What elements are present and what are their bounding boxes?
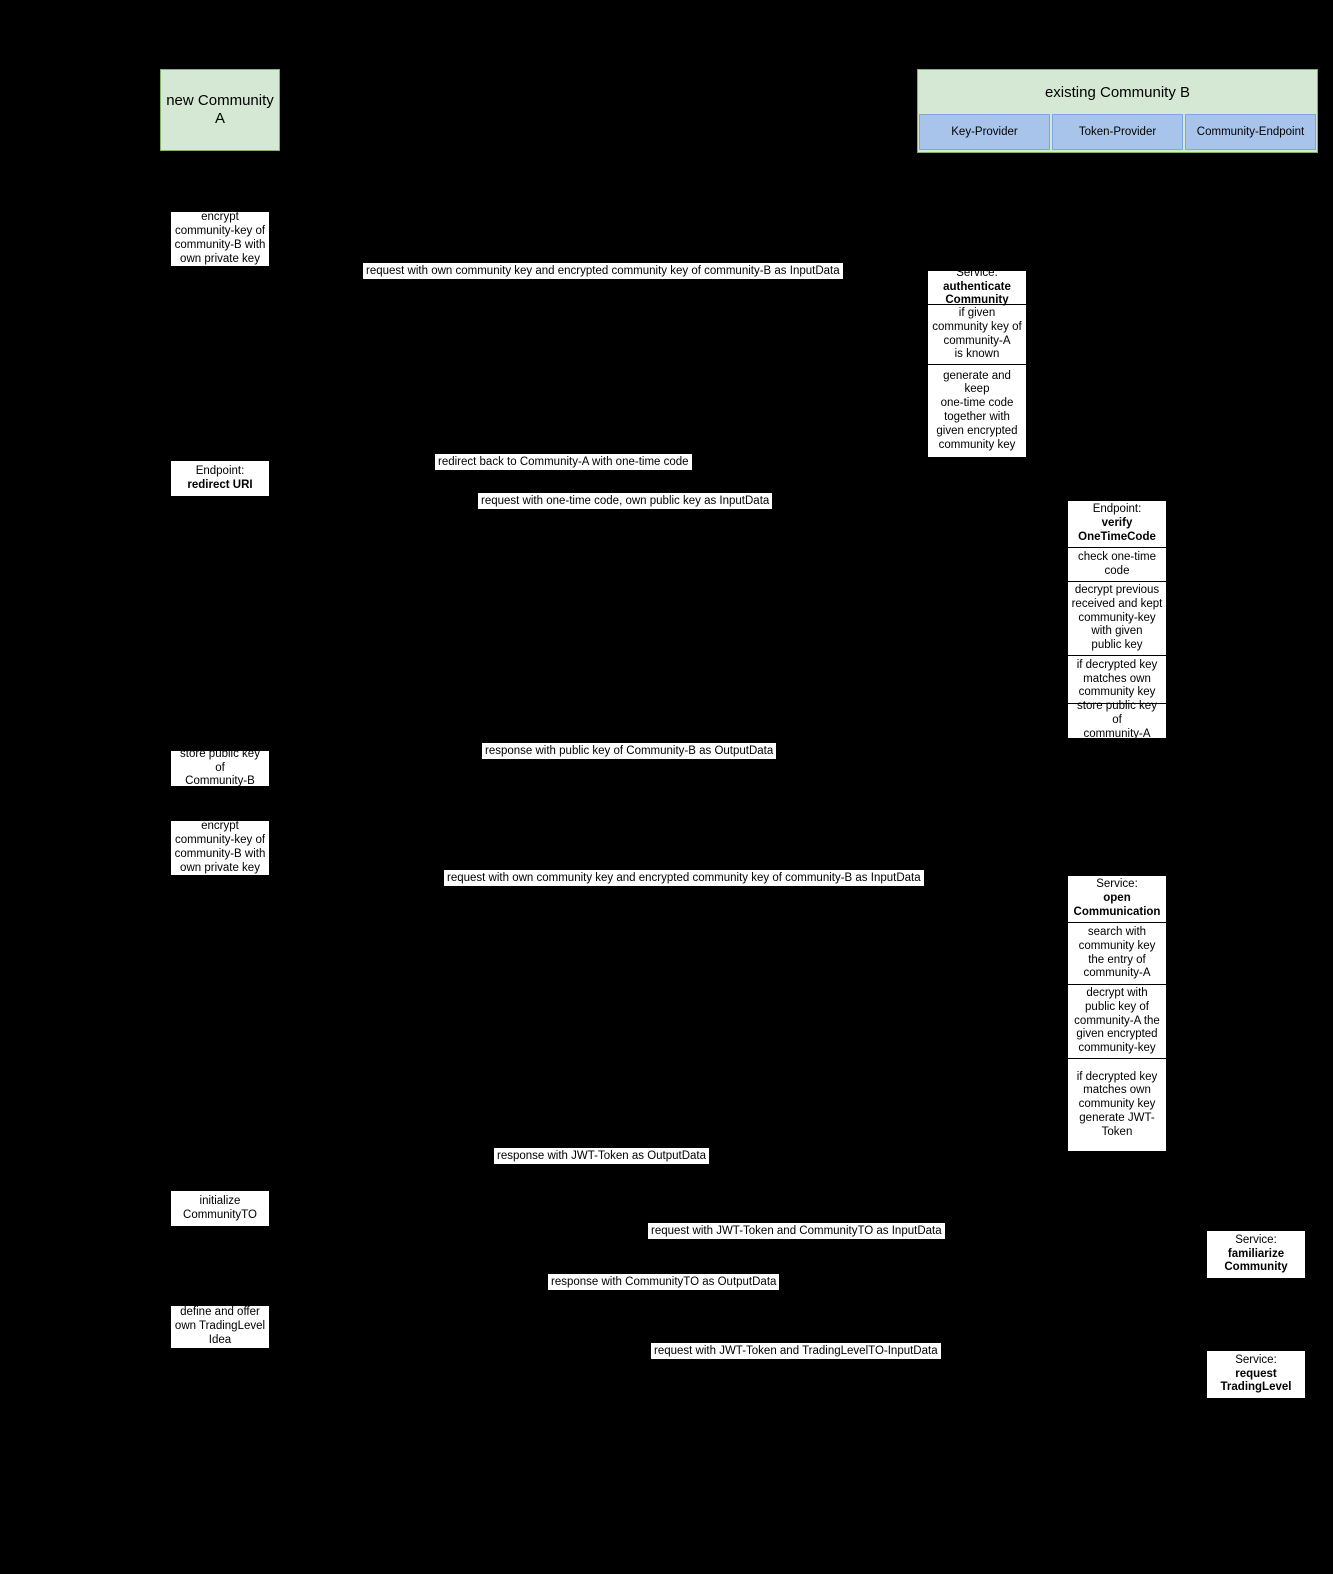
cell-familiarize-title-line3: Community — [1224, 1261, 1288, 1274]
cell-authenticate-condition — [928, 305, 1026, 365]
lane-header-community-b-label: existing Community B — [1044, 83, 1191, 101]
component-community-endpoint[interactable] — [1185, 114, 1316, 150]
cell-open-title-line1: Service: — [1096, 878, 1138, 891]
cell-verify-check-line2: code — [1104, 564, 1130, 577]
step-encrypt-key-1-line4: own private key — [180, 252, 260, 265]
cell-verify-match-line1: if decrypted key — [1076, 658, 1158, 671]
step-encrypt-key-2-line2: community-key of — [174, 834, 266, 847]
cell-authenticate-generate-line5: given encrypted — [936, 424, 1018, 437]
cell-authenticate-condition-line1: if given — [958, 306, 996, 319]
cell-open-generate-line4: generate JWT- — [1079, 1111, 1155, 1124]
stack-open-communication — [1067, 875, 1167, 1152]
cell-open-generate-line3: community key — [1078, 1098, 1156, 1111]
step-redirect-uri-line2: redirect URI — [187, 478, 253, 491]
message-jwt-response: response with JWT-Token as OutputData — [494, 1148, 709, 1164]
cell-authenticate-generate-line6: community key — [938, 438, 1016, 451]
cell-authenticate-title — [928, 266, 1026, 307]
step-redirect-uri — [170, 460, 270, 497]
cell-familiarize-title — [1207, 1231, 1305, 1278]
component-key-provider-label: Key-Provider — [951, 126, 1018, 138]
step-initialize-communityto-line2: CommunityTO — [183, 1208, 257, 1221]
cell-verify-title-line1: Endpoint: — [1092, 503, 1142, 516]
cell-open-search-line2: community key — [1078, 939, 1156, 952]
cell-familiarize-title-line1: Service: — [1235, 1233, 1277, 1246]
cell-open-generate-line2: matches own — [1083, 1084, 1151, 1097]
message-auth-request: request with own community key and encrypted community key of community-B as InputData — [363, 263, 843, 279]
cell-open-title-line3: Communication — [1073, 905, 1161, 918]
message-communityto-response: response with CommunityTO as OutputData — [548, 1274, 779, 1290]
cell-open-search — [1068, 923, 1166, 985]
message-communityto-request: request with JWT-Token and CommunityTO as InputData — [648, 1223, 945, 1239]
step-store-public-key-b — [170, 747, 270, 788]
cell-verify-match — [1068, 656, 1166, 704]
cell-verify-title-line2: verify — [1101, 517, 1133, 530]
cell-open-decrypt-line3: community-A the — [1074, 1014, 1160, 1027]
cell-open-decrypt-line4: given encrypted — [1076, 1028, 1158, 1041]
cell-authenticate-condition-line4: is known — [954, 348, 1000, 361]
step-encrypt-key-2-line4: own private key — [180, 861, 260, 874]
message-public-key-response: response with public key of Community-B as OutputData — [482, 743, 776, 759]
step-store-public-key-b-line2: Community-B — [185, 775, 255, 788]
cell-tradinglevel-title-line3: TradingLevel — [1220, 1381, 1292, 1394]
cell-verify-title-line3: OneTimeCode — [1078, 530, 1156, 543]
step-define-tradinglevel-line2: own TradingLevel — [174, 1320, 266, 1333]
cell-verify-decrypt-line2: received and kept — [1071, 597, 1163, 610]
stack-request-tradinglevel — [1206, 1350, 1306, 1399]
lane-header-community-a — [160, 69, 280, 151]
step-encrypt-key-1 — [170, 211, 270, 267]
cell-open-search-line3: the entry of — [1088, 953, 1146, 966]
cell-authenticate-generate-line3: one-time code — [940, 397, 1014, 410]
component-token-provider-label: Token-Provider — [1078, 126, 1157, 138]
cell-authenticate-condition-line2: community key of — [932, 320, 1022, 333]
cell-verify-title — [1068, 501, 1166, 548]
component-key-provider[interactable] — [919, 114, 1050, 150]
cell-open-generate-line5: Token — [1101, 1125, 1133, 1138]
cell-authenticate-generate-line2: keep — [964, 383, 990, 396]
cell-open-decrypt — [1068, 985, 1166, 1059]
step-redirect-uri-line1: Endpoint: — [195, 464, 245, 477]
message-open-comm-request: request with own community key and encrypted community key of community-B as InputData — [444, 870, 924, 886]
lane-header-community-b — [917, 69, 1318, 153]
cell-open-title — [1068, 876, 1166, 923]
cell-verify-check-line1: check one-time — [1078, 550, 1156, 563]
stack-authenticate-community — [927, 266, 1027, 458]
cell-tradinglevel-title-line1: Service: — [1235, 1353, 1277, 1366]
cell-verify-check — [1068, 548, 1166, 582]
step-initialize-communityto — [170, 1190, 270, 1227]
cell-familiarize-title-line2: familiarize — [1227, 1247, 1285, 1260]
step-encrypt-key-2 — [170, 820, 270, 876]
cell-verify-match-line2: matches own — [1083, 672, 1151, 685]
step-define-tradinglevel — [170, 1305, 270, 1349]
cell-open-decrypt-line2: public key of — [1085, 1000, 1149, 1013]
step-encrypt-key-1-line3: community-B with — [174, 239, 266, 251]
cell-verify-decrypt — [1068, 582, 1166, 656]
cell-verify-decrypt-line5: public key — [1091, 639, 1143, 652]
step-define-tradinglevel-line1: define and offer — [180, 1306, 260, 1319]
step-define-tradinglevel-line3: Idea — [208, 1333, 232, 1346]
cell-verify-decrypt-line4: with given — [1091, 625, 1143, 638]
cell-open-decrypt-line5: community-key — [1078, 1042, 1156, 1055]
cell-authenticate-generate-line4: together with — [944, 411, 1010, 423]
cell-authenticate-generate — [928, 365, 1026, 457]
cell-authenticate-generate-line1: generate and — [943, 369, 1011, 382]
step-encrypt-key-1-line2: community-key of — [174, 225, 266, 238]
lane-header-community-a-label: new Community A — [166, 92, 274, 127]
stack-familiarize-community — [1206, 1230, 1306, 1279]
cell-tradinglevel-title-line2: request — [1235, 1367, 1277, 1380]
stack-verify-onetimecode — [1067, 500, 1167, 739]
cell-authenticate-title-line3: Community — [945, 294, 1009, 307]
message-redirect-back: redirect back to Community-A with one-time code — [435, 454, 692, 470]
cell-open-search-line1: search with — [1087, 925, 1147, 938]
cell-verify-store-line1: store public key of — [1077, 700, 1157, 727]
step-encrypt-key-2-line3: community-B with — [174, 848, 266, 860]
cell-open-generate — [1068, 1059, 1166, 1151]
component-community-endpoint-label: Community-Endpoint — [1196, 126, 1305, 138]
cell-authenticate-condition-line3: community-A — [943, 334, 1011, 347]
cell-open-generate-line1: if decrypted key — [1076, 1070, 1158, 1083]
cell-open-decrypt-line1: decrypt with — [1086, 987, 1148, 1000]
cell-open-search-line4: community-A — [1083, 967, 1151, 980]
step-encrypt-key-1-line1: encrypt — [201, 211, 239, 224]
cell-authenticate-title-line2: authenticate — [943, 280, 1011, 293]
message-tradinglevel-request: request with JWT-Token and TradingLevelTO-InputData — [651, 1343, 941, 1359]
cell-verify-store — [1068, 700, 1166, 740]
cell-verify-decrypt-line3: community-key — [1078, 611, 1156, 624]
cell-authenticate-title-line1: Service: — [956, 266, 998, 279]
step-encrypt-key-2-line1: encrypt — [201, 820, 239, 833]
cell-verify-decrypt-line1: decrypt previous — [1074, 584, 1160, 597]
message-onetime-request: request with one-time code, own public key as InputData — [478, 493, 772, 509]
cell-verify-store-line2: community-A — [1083, 727, 1151, 740]
cell-verify-match-line3: community key — [1078, 686, 1156, 699]
community-b-components — [918, 114, 1317, 150]
step-store-public-key-b-line1: store public key of — [180, 747, 260, 774]
cell-open-title-line2: open — [1103, 892, 1131, 905]
component-token-provider[interactable] — [1052, 114, 1183, 150]
step-initialize-communityto-line1: initialize — [199, 1194, 241, 1207]
cell-tradinglevel-title — [1207, 1351, 1305, 1398]
